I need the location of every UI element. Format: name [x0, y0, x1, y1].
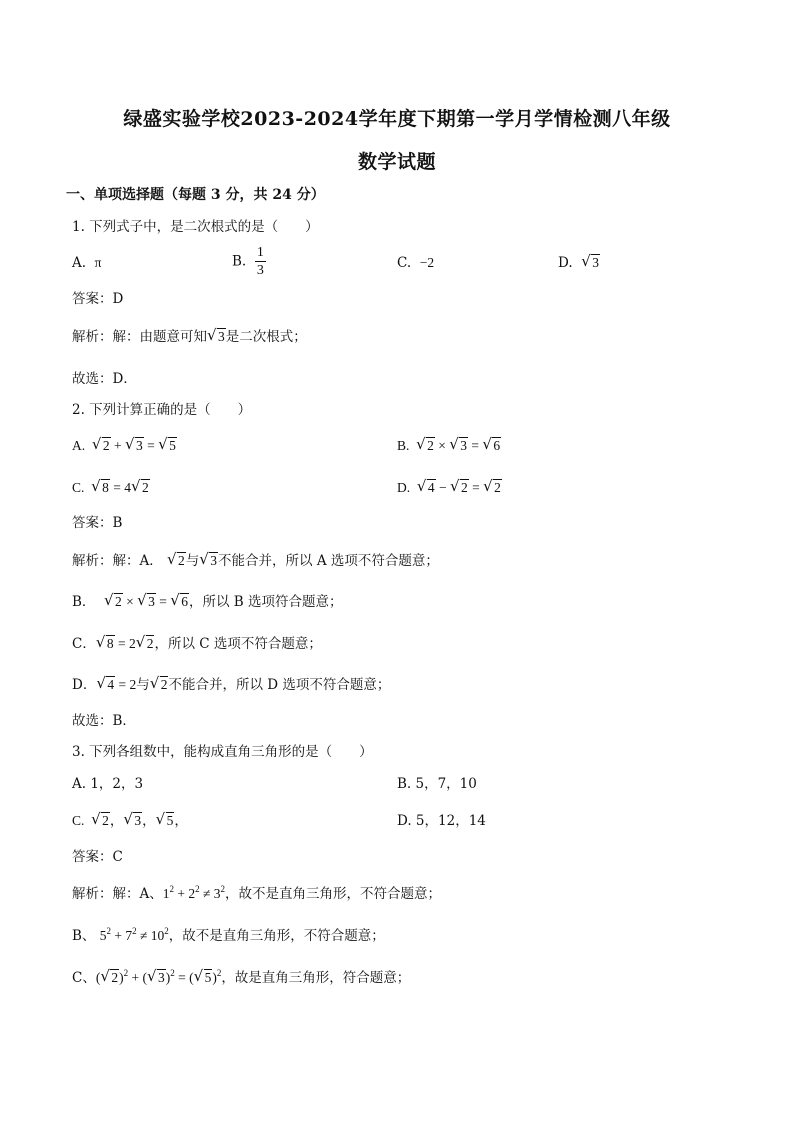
q3-analysis-b: B、 $5^2 + 7^2 \ne 10^2$，故不是直角三角形，不符合题意；	[72, 926, 385, 944]
question-1-stem: 1. 下列式子中，是二次根式的是（ ）	[72, 219, 319, 235]
question-2-stem: 2. 下列计算正确的是（ ）	[72, 402, 252, 418]
q2-analysis-b: B． √ 2 × √ 3 = √ 6，所以 B 选项符合题意；	[72, 593, 343, 611]
q2-option-b: B. √ 2 × √ 3 = √ 6	[397, 437, 501, 455]
q2-analysis-c: C．√ 8 = 2√ 2，所以 C 选项不符合题意；	[72, 635, 322, 653]
q1-option-b: B. $\frac{1}{3}$	[232, 245, 264, 278]
section-heading: 一、单项选择题（每题 3 分，共 24 分）	[66, 187, 325, 203]
q2-analysis-d: D．√ 4 = 2与√ 2不能合并，所以 D 选项不符合题意；	[72, 676, 390, 694]
document-subtitle: 数学试题	[357, 151, 436, 173]
q3-option-c: C. √ 2，√ 3，√ 5，	[72, 812, 188, 830]
q1-option-c: C. −2	[397, 255, 435, 271]
q2-option-a: A. √ 2 + √ 3 = √ 5	[72, 437, 177, 455]
q2-option-d: D. √ 4 − √ 2 = √ 2	[397, 479, 502, 497]
q1-option-a: A. π	[72, 255, 102, 271]
q1-conclusion: 故选：D．	[72, 371, 137, 387]
q3-option-d: D. 5，12，14	[397, 813, 486, 829]
q1-option-d: D. √ 3	[558, 254, 600, 272]
q2-option-c: C. √ 8 = 4√ 2	[72, 479, 150, 497]
q2-conclusion: 故选：B．	[72, 713, 136, 729]
document-title: 绿盛实验学校2023-2024学年度下期第一学月学情检测八年级	[123, 108, 671, 130]
q3-answer: 答案：C	[72, 849, 123, 865]
q2-answer: 答案：B	[72, 515, 123, 531]
q3-analysis-c: C、(√ 2)$^2$ + (√ 3)$^2$ = (√ 5)$^2$，故是直角三角形，符合题意；	[72, 969, 410, 987]
q3-option-a: A. 1，2，3	[72, 776, 144, 792]
q3-analysis-a: 解析：解：A、$1^2 + 2^2 \ne 3^2$，故不是直角三角形，不符合题意；	[72, 884, 442, 902]
question-3-stem: 3. 下列各组数中，能构成直角三角形的是（ ）	[72, 744, 373, 760]
q3-option-b: B. 5，7，10	[397, 776, 477, 792]
q1-analysis: 解析：解：由题意可知√ 3是二次根式；	[72, 328, 307, 346]
q2-analysis-a: 解析：解：A． √ 2与√ 3不能合并，所以 A 选项不符合题意；	[72, 552, 439, 570]
q1-answer: 答案：D	[72, 291, 124, 307]
